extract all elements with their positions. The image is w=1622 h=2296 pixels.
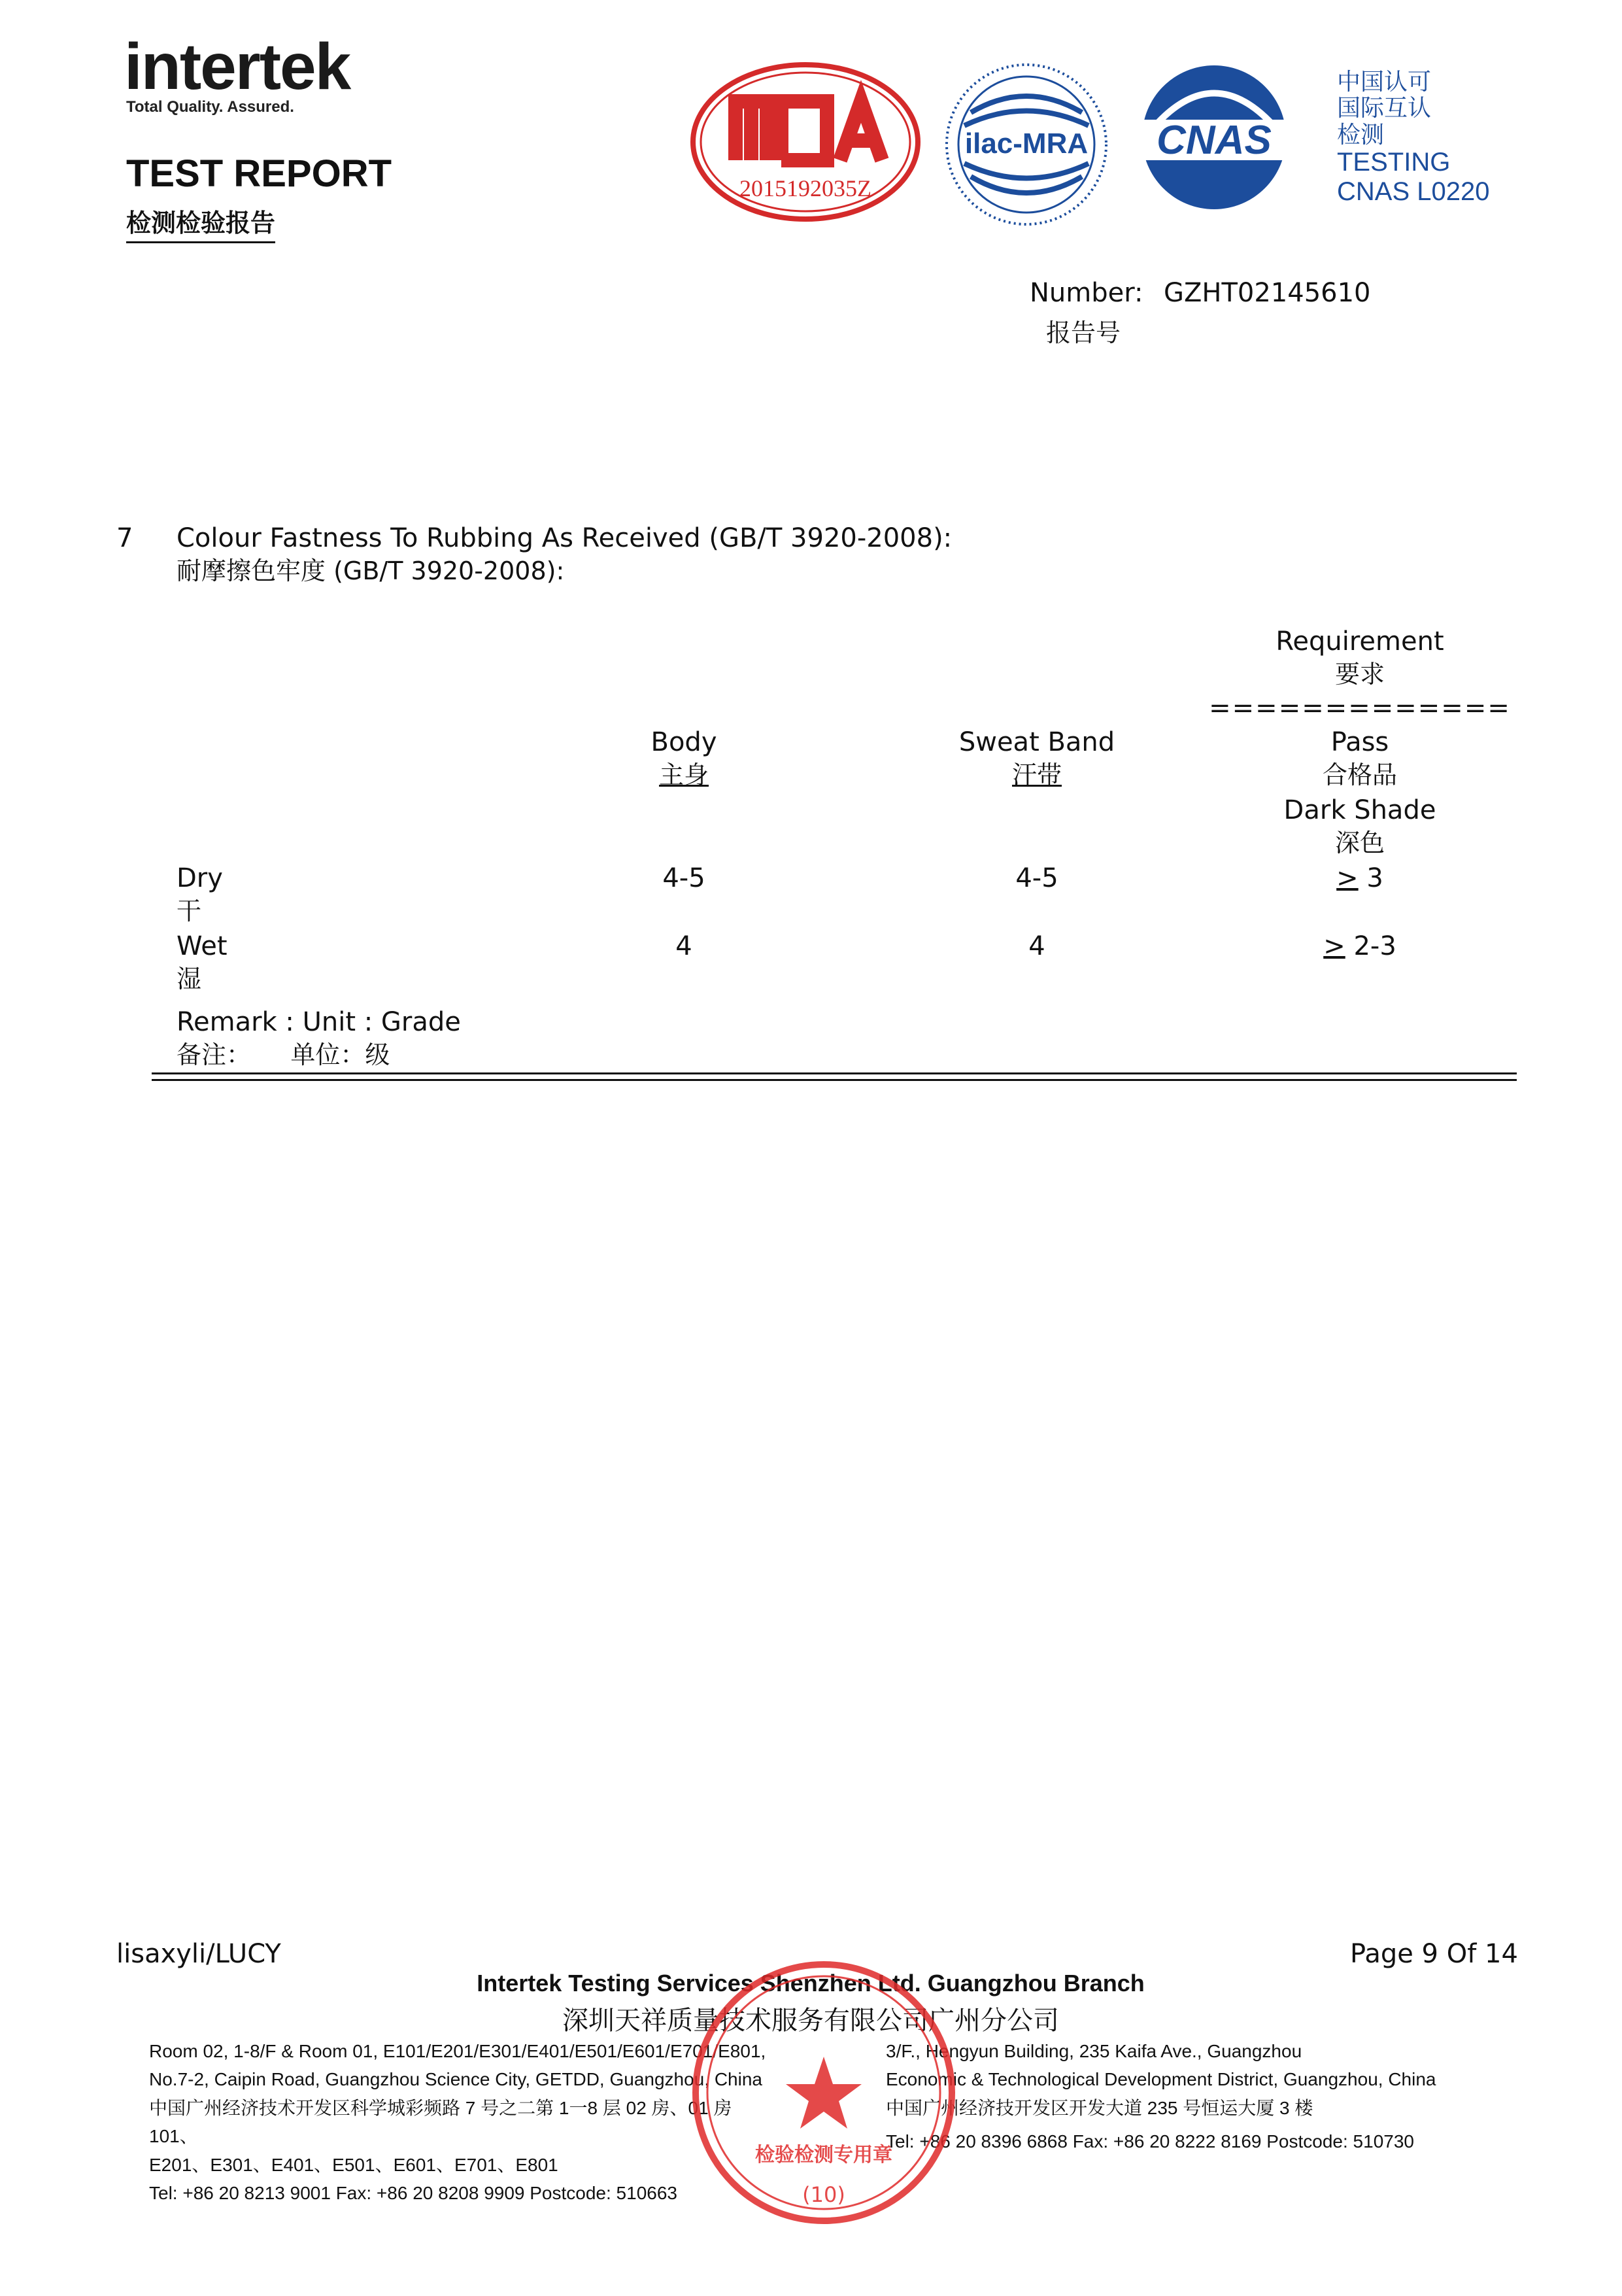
- requirement-header-cn: 要求: [1334, 660, 1385, 689]
- cnas-line: 国际互认: [1337, 94, 1432, 122]
- section-index: 7: [116, 523, 133, 553]
- intertek-logo: intertek: [124, 30, 350, 103]
- cnas-line: TESTING: [1337, 147, 1451, 177]
- address-line: Tel: +86 20 8396 6868 Fax: +86 20 8222 8169 Postcode: 510730: [886, 2131, 1414, 2152]
- footer-company: Intertek Testing Services Shenzhen Ltd. Guangzhou Branch: [477, 1970, 1145, 1996]
- cma-number: 2015192035Z: [739, 175, 871, 201]
- address-line: E201、E301、E401、E501、E601、E701、E801: [149, 2154, 558, 2175]
- address-line: Tel: +86 20 8213 9001 Fax: +86 20 8208 9909 Postcode: 510663: [149, 2182, 677, 2203]
- cell-dry-requirement: [1336, 863, 1383, 893]
- address-line: 中国广州经济技开发区开发大道 235 号恒运大厦 3 楼: [886, 2097, 1313, 2118]
- ilac-mra-logo: [945, 60, 1108, 229]
- requirement-pass-cn: 合格品: [1322, 761, 1398, 789]
- section-title-cn: 耐摩擦色牢度 (GB/T 3920-2008):: [177, 557, 565, 585]
- row-label-dry: Dry: [177, 863, 223, 893]
- company-seal-stamp: [690, 1959, 958, 2227]
- row-label-wet-cn: 湿: [177, 965, 202, 993]
- requirement-shade-cn: 深色: [1334, 829, 1385, 857]
- address-line: Economic & Technological Development District, Guangzhou, China: [886, 2069, 1436, 2090]
- address-line: 3/F., Hengyun Building, 235 Kaifa Ave., Guangzhou: [886, 2041, 1302, 2061]
- requirement-separator: =============: [1209, 693, 1511, 723]
- address-right: [886, 2037, 1436, 2156]
- footer-company-cn: 深圳天祥质量技术服务有限公司广州分公司: [562, 2006, 1059, 2036]
- report-title-cn: 检测检验报告: [126, 203, 275, 243]
- requirement-header: Requirement: [1276, 626, 1444, 657]
- row-label-dry-cn: 干: [177, 897, 202, 925]
- requirement-value: 2-3: [1345, 931, 1396, 961]
- cell-dry-body: 4-5: [662, 863, 705, 893]
- address-line: 101、: [149, 2126, 198, 2147]
- report-author: lisaxyli/LUCY: [116, 1939, 281, 1969]
- logo-tagline: Total Quality. Assured.: [126, 98, 294, 116]
- cnas-logo: [1138, 62, 1291, 213]
- address-line: 中国广州经济技术开发区科学城彩频路 7 号之二第 1一8 层 02 房、01 房: [149, 2097, 732, 2118]
- cma-logo: [690, 62, 922, 222]
- column-header-body: Body: [650, 727, 717, 757]
- ge-symbol: >: [1336, 863, 1359, 893]
- seal-text: 检验检测专用章: [755, 2144, 892, 2167]
- column-header-body-cn: 主身: [658, 761, 709, 789]
- address-left: [149, 2037, 766, 2207]
- requirement-value: 3: [1358, 863, 1383, 893]
- column-header-sweat-band: Sweat Band: [958, 727, 1115, 757]
- cnas-line: 中国认可: [1337, 68, 1432, 95]
- address-line: No.7-2, Caipin Road, Guangzhou Science City, GETDD, Guangzhou, China: [149, 2069, 762, 2090]
- row-label-wet: Wet: [177, 931, 228, 961]
- column-header-sweat-band-cn: 汗带: [1011, 761, 1062, 789]
- requirement-shade: Dark Shade: [1283, 795, 1436, 825]
- cnas-line: CNAS L0220: [1337, 177, 1490, 206]
- table-end-rule: [152, 1072, 1517, 1074]
- requirement-pass: Pass: [1330, 727, 1389, 757]
- report-number-label-cn: 报告号: [1046, 318, 1121, 347]
- report-number-value: GZHT02145610: [1164, 278, 1371, 308]
- ilac-text: ilac-MRA: [964, 128, 1089, 160]
- cell-wet-body: 4: [675, 931, 692, 961]
- report-title: TEST REPORT: [126, 152, 392, 195]
- cell-wet-sweat-band: 4: [1028, 931, 1045, 961]
- cnas-logo-text: CNAS: [1157, 118, 1272, 163]
- remark: Remark : Unit : Grade: [177, 1007, 461, 1037]
- cell-dry-sweat-band: 4-5: [1015, 863, 1058, 893]
- section-title: Colour Fastness To Rubbing As Received (GB/T 3920-2008):: [177, 523, 953, 553]
- report-number-label: Number:: [1030, 278, 1143, 308]
- cnas-line: 检测: [1337, 120, 1385, 148]
- cell-wet-requirement: [1323, 931, 1396, 961]
- table-end-rule: [152, 1079, 1517, 1081]
- seal-number: (10): [802, 2182, 845, 2207]
- remark-cn: 备注： 单位：级: [177, 1040, 390, 1069]
- address-line: Room 02, 1-8/F & Room 01, E101/E201/E301/E401/E501/E601/E701/E801,: [149, 2041, 766, 2061]
- ge-symbol: >: [1323, 931, 1345, 961]
- page-indicator: Page 9 Of 14: [1350, 1939, 1518, 1969]
- cnas-accreditation-text: [1337, 69, 1489, 207]
